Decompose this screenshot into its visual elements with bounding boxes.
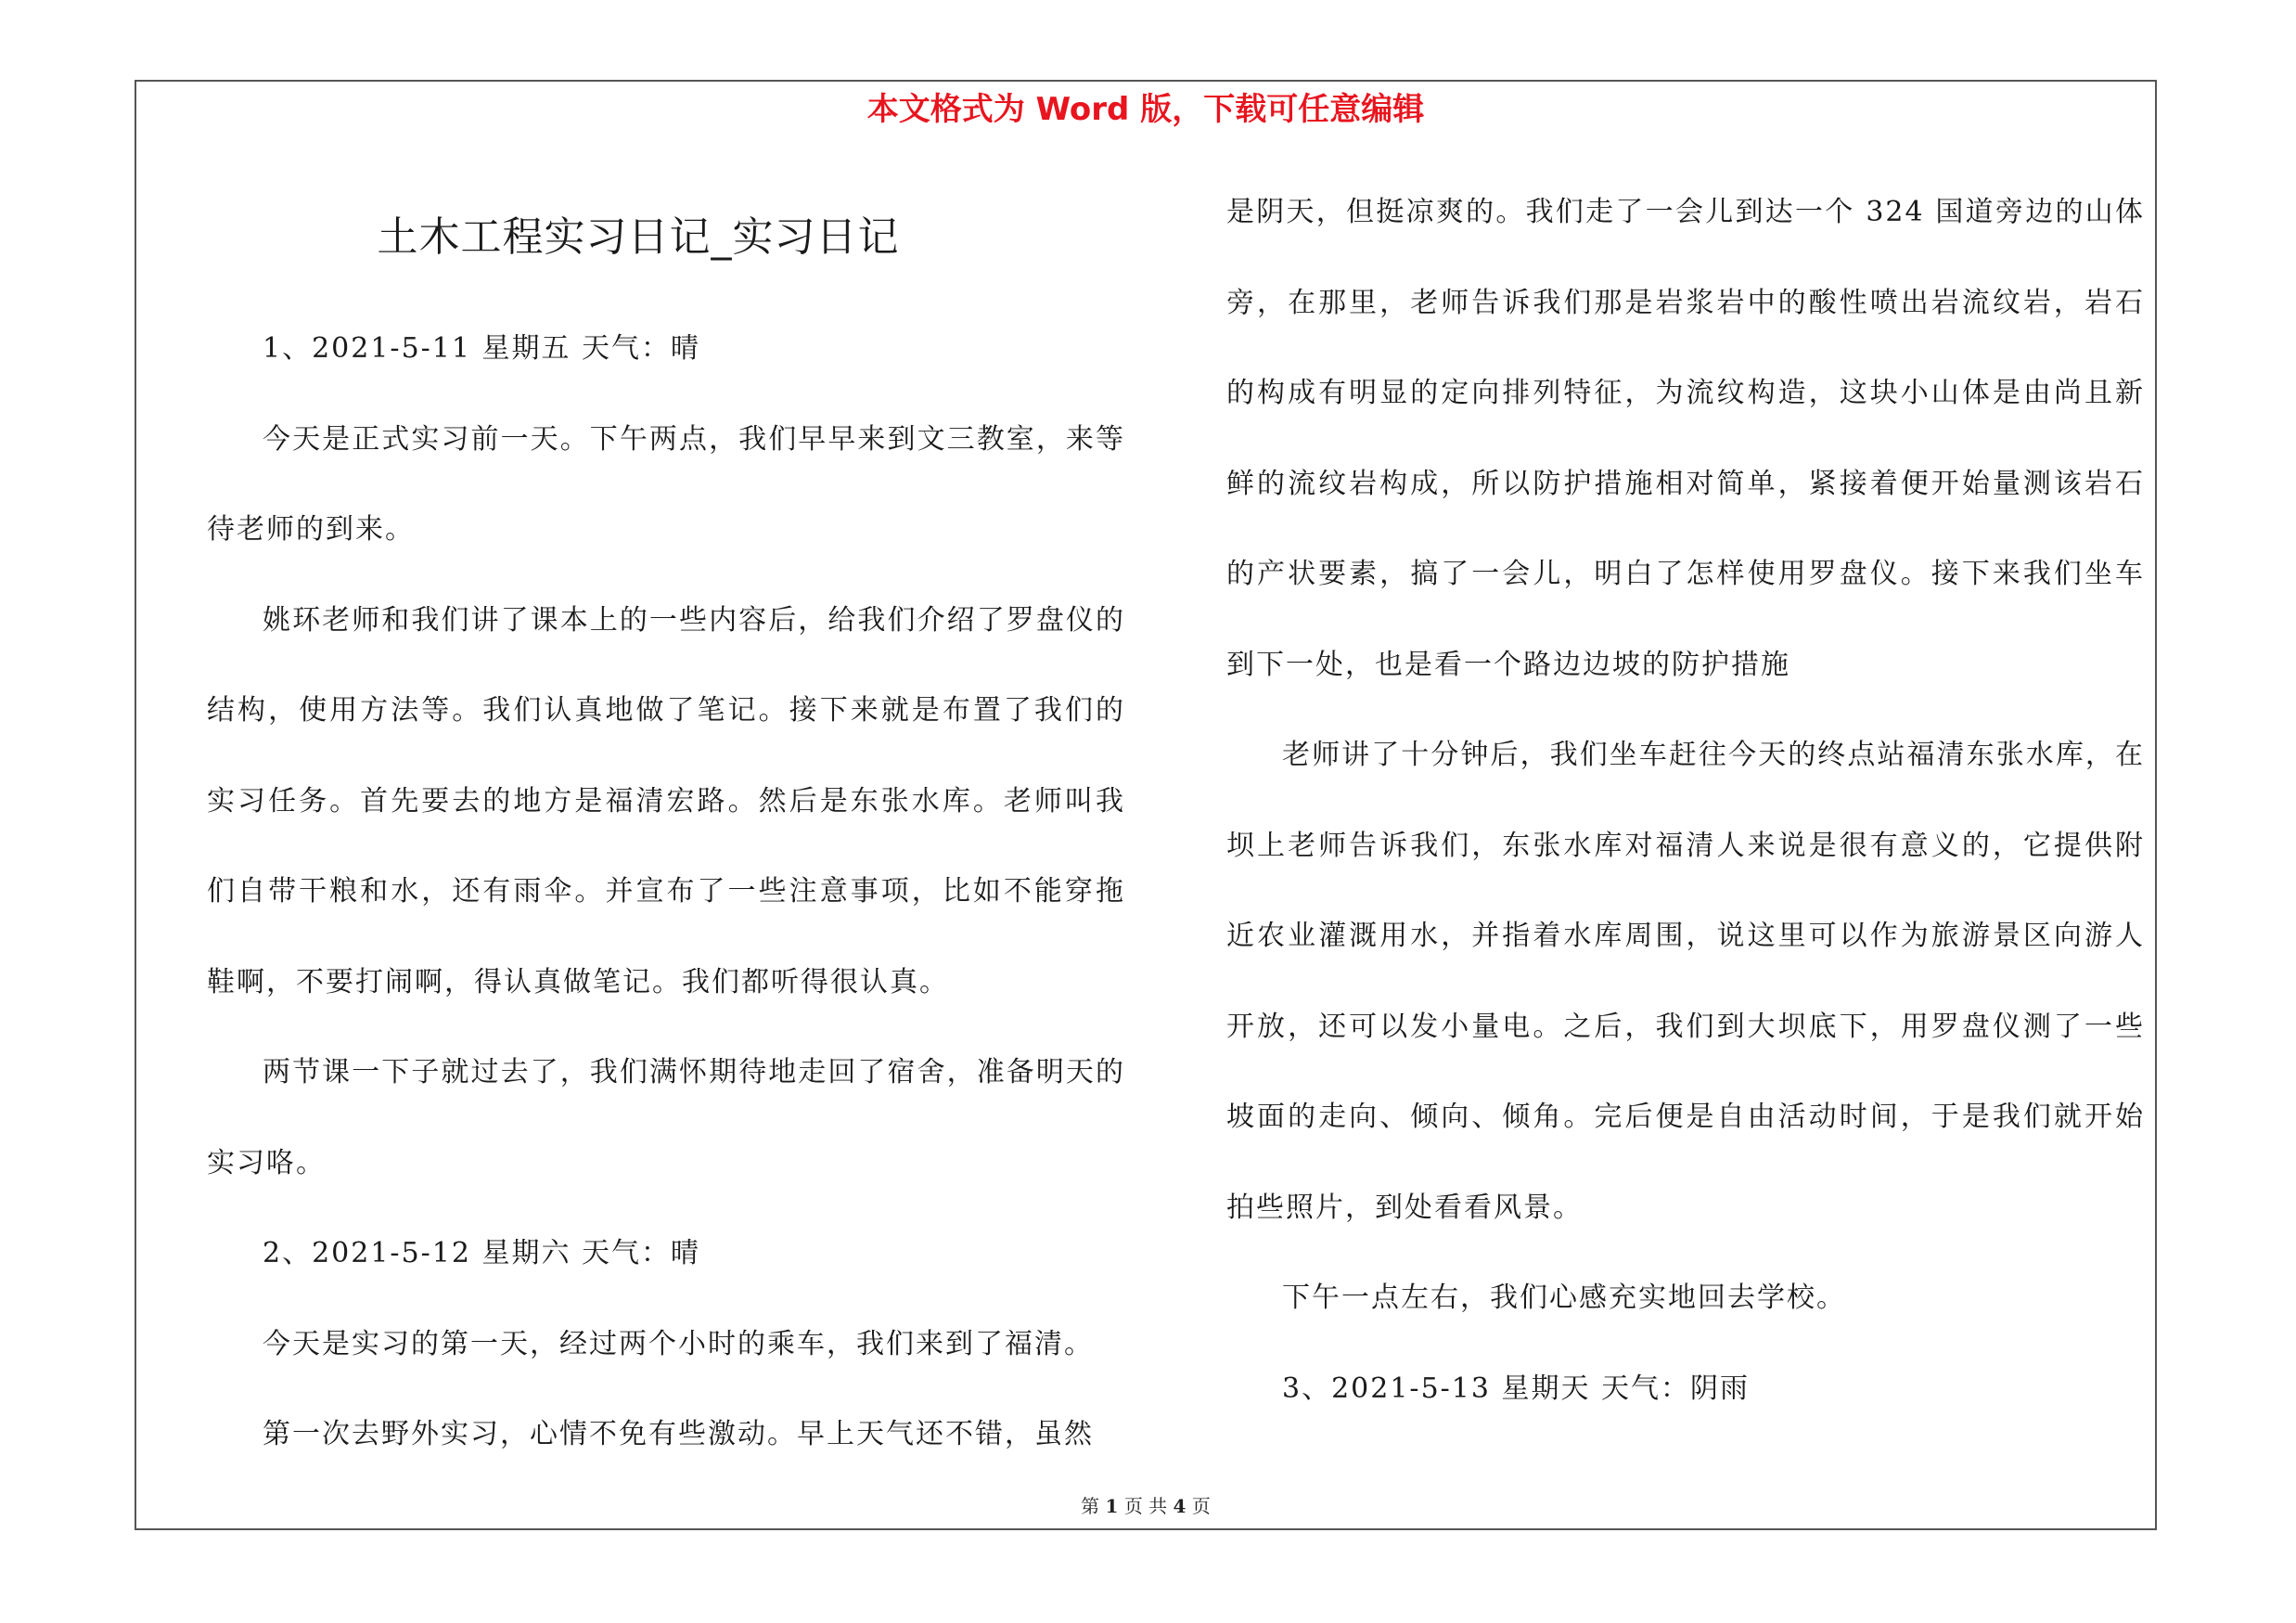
diary-entry-date-3: 3、2021-5-13 星期天 天气：阴雨 <box>1282 1372 1751 1405</box>
page-footer <box>135 1489 2157 1523</box>
diary-entry-date-1: 1、2021-5-11 星期五 天气：晴 <box>263 332 701 365</box>
footer-middle: 页 共 <box>1123 1495 1168 1517</box>
paragraph-continued: 是阴天，但挺凉爽的。我们走了一会儿到达一个 324 国道旁边的山体旁，在那里，老师告诉我们那是岩浆岩中的酸性喷出岩流纹岩，岩石的构成有明显的定向排列特征，为流纹构造，这块小山体是由尚且新鲜的流纹岩构成，所以防护措施相对简单，紧接着便开始量测该岩石的产状要素，搞了一会儿，明白了怎样使用罗盘仪。接下来我们坐车到下一处，也是看一个路边边坡的防护措施 <box>1226 196 2145 681</box>
paragraph: 今天是正式实习前一天。下午两点，我们早早来到文三教室，来等待老师的到来。 <box>207 422 1125 546</box>
diary-entry-date-2: 2、2021-5-12 星期六 天气：晴 <box>263 1237 701 1269</box>
current-page-number: 1 <box>1105 1495 1119 1517</box>
paragraph: 姚环老师和我们讲了课本上的一些内容后，给我们介绍了罗盘仪的结构，使用方法等。我们认真地做了笔记。接下来就是布置了我们的实习任务。首先要去的地方是福清宏路。然后是东张水库。老师叫我们自带干粮和水，还有雨伞。并宣布了一些注意事项，比如不能穿拖鞋啊，不要打闹啊，得认真做笔记。我们都听得很认真。 <box>207 603 1125 998</box>
format-notice-banner: 本文格式为 Word 版，下载可任意编辑 <box>866 91 1425 128</box>
paragraph: 第一次去野外实习，心情不免有些激动。早上天气还不错，虽然 <box>263 1418 1094 1450</box>
footer-prefix: 第 <box>1081 1495 1100 1517</box>
document-title: 土木工程实习日记_实习日记 <box>377 213 900 261</box>
paragraph: 两节课一下子就过去了，我们满怀期待地走回了宿舍，准备明天的实习咯。 <box>207 1056 1125 1179</box>
paragraph: 老师讲了十分钟后，我们坐车赶往今天的终点站福清东张水库，在坝上老师告诉我们，东张水库对福清人来说是很有意义的，它提供附近农业灌溉用水，并指着水库周围，说这里可以作为旅游景区向游人开放，还可以发小量电。之后，我们到大坝底下，用罗盘仪测了一些坡面的走向、倾向、倾角。完后便是自由活动时间，于是我们就开始拍些照片，到处看看风景。 <box>1226 739 2145 1224</box>
paragraph: 下午一点左右，我们心感充实地回去学校。 <box>1282 1282 1846 1314</box>
left-text-column <box>207 303 1125 1480</box>
total-page-count: 4 <box>1173 1495 1186 1517</box>
right-text-column <box>1226 167 2145 1434</box>
paragraph: 今天是实习的第一天，经过两个小时的乘车，我们来到了福清。 <box>263 1327 1094 1360</box>
footer-suffix: 页 <box>1191 1495 1211 1517</box>
